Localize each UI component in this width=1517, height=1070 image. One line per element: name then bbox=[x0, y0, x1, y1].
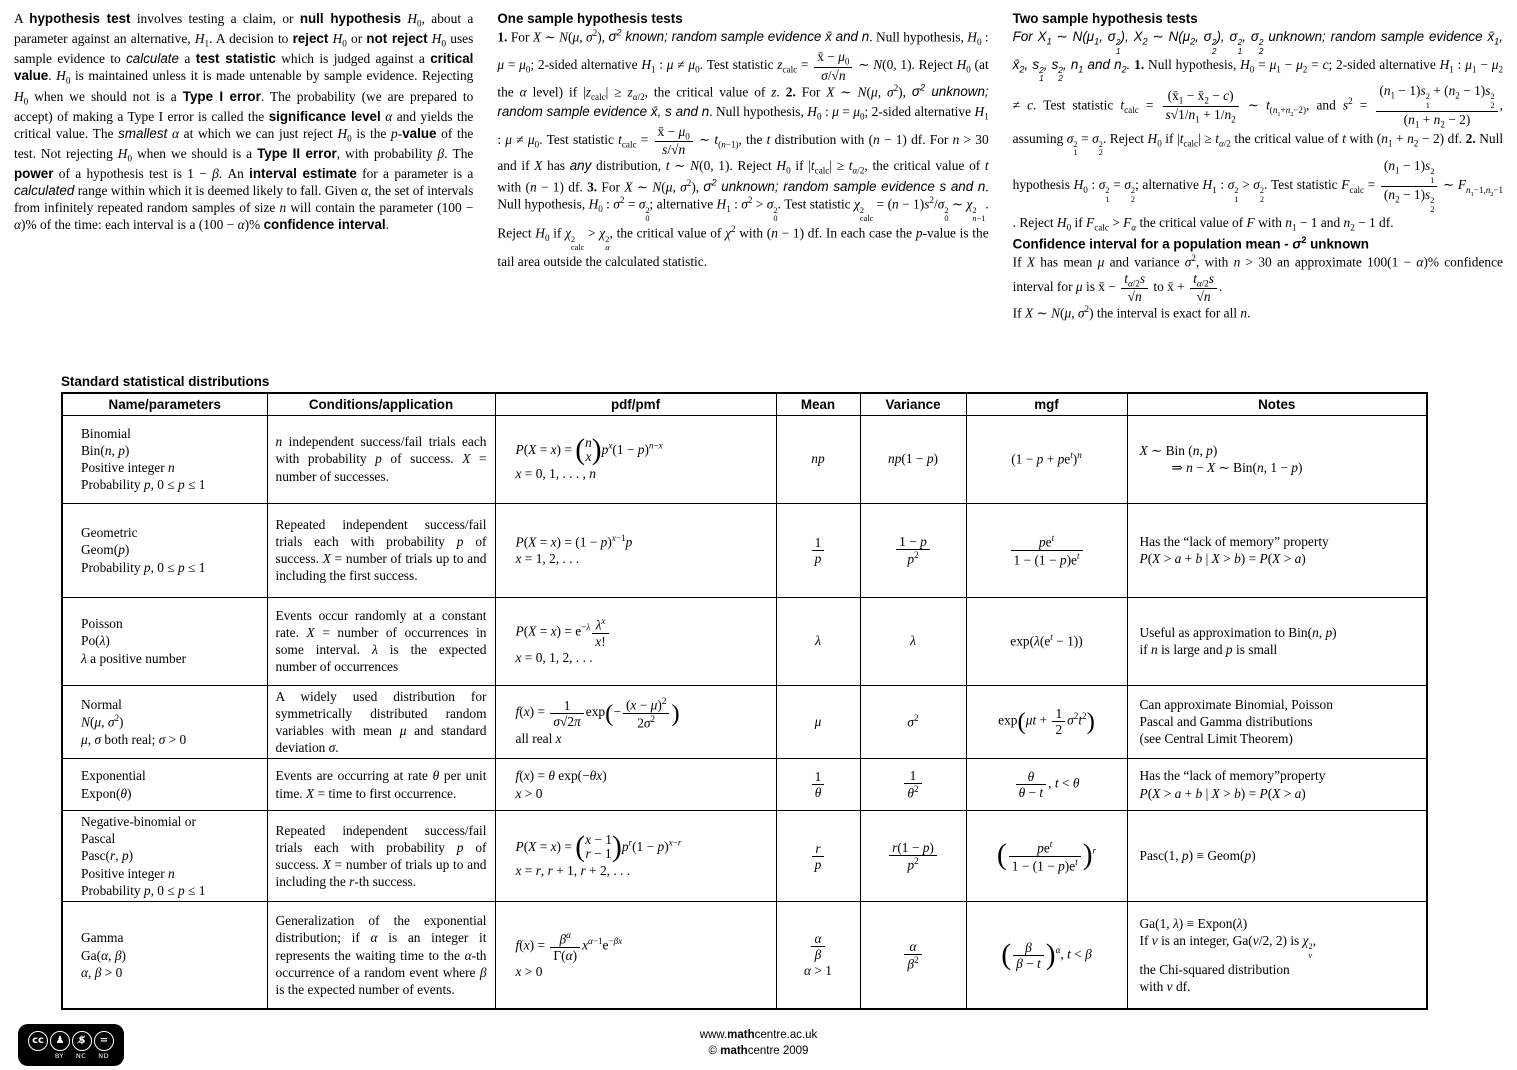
distributions-table bbox=[61, 392, 1428, 1010]
table-row-poisson bbox=[62, 597, 1427, 685]
gamma-conditions: Generalization of the exponential distribution; if α is an integer it represents the waiting time to the α-th occurrence of a random event where β is the expected number of events. bbox=[267, 901, 495, 1009]
footer-copyright: © mathcentre 2009 bbox=[708, 1044, 809, 1057]
exponential-name: Exponential Expon(θ) bbox=[62, 759, 267, 811]
normal-pdf: f(x) = $\frac{1}{\sigma√2\pi}$ exp(− $\frac{(x - \mu)^2}{2\sigma^2}$ ) all real x bbox=[495, 685, 776, 759]
cc-by-person-icon: ♟ bbox=[50, 1031, 70, 1051]
two-sample-body: For $X_1$ ∼ $N(\mu_1$, σ 2 1 ), $X_2$ ∼ $N(\mu_2$, σ 2 2 ), σ 2 1 , σ 2 2 unknown; random sample evidence $x̄_1$, $x̄_2$, s 2 1 , s 2 2 , $n_1$ and $n_2$. 1. Null hypothesis, $H_0 = \mu_1 - \mu_2 = c$; 2-sided alternative $H_1$ : $\mu_1 - \mu_2 \ne c$. Test statistic $t_{calc}$ = $\frac{(x̄_1 - x̄_2 - c)}{s√1/n_1 + 1/n_2}$ ∼ $t_{(n_1+n_2-2)}$, and $s^2$ = $(n_1 - 1)s$ 2 1 + $(n_2 - 1)s$ 2 2 $(n_1 + n_2 - 2)$ , assuming σ 2 1 = σ 2 2 . Reject $H_0$ if $|t_{calc}| \ge t_{\alpha/2}$ the critical value of t with $(n_1 + n_2 - 2)$ df. 2. Null hypothesis $H_0$ : σ 2 1 = σ 2 2 ; alternative $H_1$ : σ 2 1 > σ 2 2 . Test statistic $F_{calc}$ = $(n_1 - 1)s$ 2 1 $(n_2 - 1)s$ 2 2 ∼ $F_{n_1-1,n_2-1}$ . Reject $H_0$ if $F_{calc} > F_\alpha$ the critical value of F with $n_1 - 1$ and $n_2 - 1$ df. bbox=[1012, 29, 1504, 234]
gamma-mean: $\frac{\alpha}{\beta}$ α > 1 bbox=[776, 901, 860, 1009]
poisson-mgf: $\exp(\lambda(e^t - 1))$ bbox=[966, 597, 1127, 685]
header-name-parameters: Name/parameters bbox=[62, 393, 267, 415]
pascal-mgf: ( $pe^t$ $1 - (1 - p)e^t$ ) $^r$ bbox=[966, 811, 1127, 902]
gamma-mgf: ( β β − t ) $^\alpha$, t < β bbox=[966, 901, 1127, 1009]
pascal-mean: $\frac{r}{p}$ bbox=[776, 811, 860, 902]
binomial-variance: np(1 − p) bbox=[860, 415, 966, 503]
intro-section bbox=[14, 10, 473, 368]
pascal-name: Negative-binomial or Pascal Pasc(r, p) Positive integer n Probability p, 0 ≤ p ≤ 1 bbox=[62, 811, 267, 902]
top-text-section bbox=[0, 0, 1517, 368]
two-sample-title: Two sample hypothesis tests bbox=[1012, 11, 1198, 26]
normal-variance: $\sigma^2$ bbox=[860, 685, 966, 759]
page-footer bbox=[0, 1020, 1517, 1070]
cc-by-label: BY bbox=[54, 1051, 64, 1060]
one-sample-title: One sample hypothesis tests bbox=[497, 11, 683, 26]
geometric-conditions: Repeated independent success/fail trials each with probability p of success. X = number of trials up to and including the first success. bbox=[267, 503, 495, 597]
poisson-conditions: Events occur randomly at a constant rate. X = number of occurrences in some interval. λ is the expected number of occurrences bbox=[267, 597, 495, 685]
normal-mgf: exp(μt + $\frac{1}{2}$ $\sigma^2t^2$) bbox=[966, 685, 1127, 759]
gamma-pdf: f(x) = $\frac{\beta^\alpha}{\Gamma(\alpha)}$ $x^{\alpha-1}e^{-\beta x}$ x > 0 bbox=[495, 901, 776, 1009]
header-conditions-application: Conditions/application bbox=[267, 393, 495, 415]
pascal-pdf: P(X = x) = ( x − 1 r − 1 ) $p^r(1 - p)^{x-r}$ x = r, r + 1, r + 2, . . . bbox=[495, 811, 776, 902]
geometric-notes: Has the “lack of memory” property P(X > a + b | X > b) = P(X > a) bbox=[1127, 503, 1427, 597]
intro-paragraph: A hypothesis test involves testing a claim, or null hypothesis $H_0$, about a parameter against an alternative, $H_1$. A decision to reject $H_0$ or not reject $H_0$ uses sample evidence to calculate a test statistic which is judged against a critical value. $H_0$ is maintained unless it is made untenable by sample evidence. Rejecting $H_0$ when we should not is a Type I error. The probability (we are prepared to accept) of making a Type I error is called the significance level α and yields the critical value. The smallest α at which we can just reject $H_0$ is the p-value of the test. Not rejecting $H_0$ when we should is a Type II error, with probability β. The power of a hypothesis test is 1 − β. An interval estimate for a parameter is a calculated range within which it is deemed likely to fall. Given α, the set of intervals from infinitely repeated random samples of size n will contain the parameter (100 − α)% of the time: each interval is a (100 − α)% confidence interval. bbox=[14, 11, 474, 233]
table-row-normal bbox=[62, 685, 1427, 759]
poisson-mean: λ bbox=[776, 597, 860, 685]
exponential-mean: $\frac{1}{\theta}$ bbox=[776, 759, 860, 811]
header-variance: Variance bbox=[860, 393, 966, 415]
cc-icon: cc bbox=[28, 1031, 48, 1051]
geometric-mgf: $pe^t$ $1 - (1 - p)e^t$ bbox=[966, 503, 1127, 597]
geometric-name: Geometric Geom(p) Probability p, 0 ≤ p ≤ 1 bbox=[62, 503, 267, 597]
one-sample-section bbox=[497, 10, 988, 368]
header-pdf-pmf: pdf/pmf bbox=[495, 393, 776, 415]
binomial-name: Binomial Bin(n, p) Positive integer n Probability p, 0 ≤ p ≤ 1 bbox=[62, 415, 267, 503]
poisson-name: Poisson Po(λ) λ a positive number bbox=[62, 597, 267, 685]
two-sample-section bbox=[1013, 10, 1503, 368]
header-mean: Mean bbox=[776, 393, 860, 415]
exponential-notes: Has the “lack of memory”property P(X > a + b | X > b) = P(X > a) bbox=[1127, 759, 1427, 811]
normal-notes: Can approximate Binomial, Poisson Pascal and Gamma distributions (see Central Limit Theorem) bbox=[1127, 685, 1427, 759]
table-row-exponential bbox=[62, 759, 1427, 811]
geometric-variance: $\frac{1 - p}{p^2}$ bbox=[860, 503, 966, 597]
binomial-mean: np bbox=[776, 415, 860, 503]
table-row-geometric bbox=[62, 503, 1427, 597]
geometric-mean: $\frac{1}{p}$ bbox=[776, 503, 860, 597]
gamma-notes: Ga(1, λ) ≡ Expon(λ) If ν is an integer, Ga(ν/2, 2) is χ 2 ν , the Chi-squared distribution with ν df. bbox=[1127, 901, 1427, 1009]
footer-url: www.mathcentre.ac.uk bbox=[699, 1029, 818, 1041]
table-row-binomial bbox=[62, 415, 1427, 503]
pascal-variance: $\frac{r(1 - p)}{p^2}$ bbox=[860, 811, 966, 902]
binomial-pdf: P(X = x) = ( n x ) $p^x(1 - p)^{n-x}$ x = 0, 1, . . . , n bbox=[495, 415, 776, 503]
binomial-conditions: n independent success/fail trials each with probability p of success. X = number of successes. bbox=[267, 415, 495, 503]
pascal-notes: Pasc(1, p) ≡ Geom(p) bbox=[1127, 811, 1427, 902]
exponential-conditions: Events are occurring at rate θ per unit time. X = time to first occurrence. bbox=[267, 759, 495, 811]
confidence-interval-body: If X has mean μ and variance $\sigma^2$, with n > 30 an approximate 100(1 − α)% confidence interval for μ is x̄ − $\frac{t_{\alpha/2}s}{√n}$ to x̄ + $\frac{t_{\alpha/2}s}{√n}$ . If X ∼ N(μ, $\sigma^2$) the interval is exact for all n. bbox=[1012, 253, 1503, 321]
one-sample-body: 1. For X ∼ N(μ, $\sigma^2$), $\sigma^2$ known; random sample evidence x̄ and n. Null hypothesis, $H_0$ : $\mu = \mu_0$; 2-sided alternative $H_1$ : $\mu \ne \mu_0$. Test statistic $z_{calc}$ = $\frac{x̄ - \mu_0}{\sigma/√n}$ ∼ N(0, 1). Reject $H_0$ (at the α level) if $|z_{calc}| \ge z_{\alpha/2}$, the critical value of z. 2. For X ∼ N(μ, $\sigma^2$), $\sigma^2$ unknown; random sample evidence x̄, s and n. Null hypothesis, $H_0$ : $\mu = \mu_0$; 2-sided alternative $H_1$ : $\mu \ne \mu_0$. Test statistic $t_{calc}$ = $\frac{x̄ - \mu_0}{s/√n}$ ∼ $t_{(n-1)}$, the t distribution with (n − 1) df. For n > 30 and if X has any distribution, t ∼ N(0, 1). Reject $H_0$ if $|t_{calc}| \ge t_{\alpha/2}$, the critical value of t with (n − 1) df. 3. For X ∼ N(μ, $\sigma^2$), $\sigma^2$ unknown; random sample evidence s and n. Null hypothesis, $H_0$ : $\sigma^2 = \sigma$ 2 0 ; alternative $H_1$ : $\sigma^2 > \sigma$ 2 0 . Test statistic χ 2 calc = $(n - 1)s^2/\sigma$ 2 0 ∼ χ 2 n−1 . Reject $H_0$ if χ 2 calc > χ 2 α , the critical value of $\chi^2$ with (n − 1) df. In each case the p-value is the tail area outside the calculated statistic. bbox=[497, 28, 989, 270]
exponential-variance: $\frac{1}{\theta^2}$ bbox=[860, 759, 966, 811]
confidence-interval-title: Confidence interval for a population mean - $\sigma^2$ unknown bbox=[1012, 234, 1369, 252]
pascal-conditions: Repeated independent success/fail trials each with probability p of success. X = number of trials up to and including the r-th success. bbox=[267, 811, 495, 902]
poisson-variance: λ bbox=[860, 597, 966, 685]
distributions-table-title: Standard statistical distributions bbox=[61, 374, 270, 389]
exponential-pdf: f(x) = θ exp(−θx) x > 0 bbox=[495, 759, 776, 811]
normal-mean: μ bbox=[776, 685, 860, 759]
gamma-name: Gamma Ga(α, β) α, β > 0 bbox=[62, 901, 267, 1009]
poisson-notes: Useful as approximation to Bin(n, p) if n is large and p is small bbox=[1127, 597, 1427, 685]
poisson-pdf: $P(X = x) = e^{-\lambda}$ $\frac{\lambda^x}{x!}$ x = 0, 1, 2, . . . bbox=[495, 597, 776, 685]
footer-center-text bbox=[0, 1028, 1517, 1059]
cc-nd-equals-icon: = bbox=[94, 1031, 114, 1051]
cc-nc-dollar-icon: $̸ bbox=[72, 1031, 92, 1051]
binomial-notes: X ∼ Bin (n, p) ⇒ n − X ∼ Bin(n, 1 − p) bbox=[1127, 415, 1427, 503]
cc-nd-label: ND bbox=[98, 1051, 110, 1060]
header-notes: Notes bbox=[1127, 393, 1427, 415]
table-row-pascal bbox=[62, 811, 1427, 902]
header-mgf: mgf bbox=[966, 393, 1127, 415]
normal-conditions: A widely used distribution for symmetrically distributed random variables with mean μ and standard deviation σ. bbox=[267, 685, 495, 759]
geometric-pdf: $P(X = x) = (1 - p)^{x-1}p$ x = 1, 2, . . . bbox=[495, 503, 776, 597]
cc-nc-label: NC bbox=[75, 1051, 87, 1060]
exponential-mgf: $\frac{\theta}{\theta - t}$ , t < θ bbox=[966, 759, 1127, 811]
gamma-variance: $\frac{\alpha}{\beta^2}$ bbox=[860, 901, 966, 1009]
binomial-mgf: $(1 - p + pe^t)^n$ bbox=[966, 415, 1127, 503]
table-header-row bbox=[62, 393, 1427, 415]
table-row-gamma bbox=[62, 901, 1427, 1009]
distributions-section bbox=[61, 374, 1517, 1010]
normal-name: Normal N(μ, $\sigma^2$) μ, σ both real; σ > 0 bbox=[62, 685, 267, 759]
